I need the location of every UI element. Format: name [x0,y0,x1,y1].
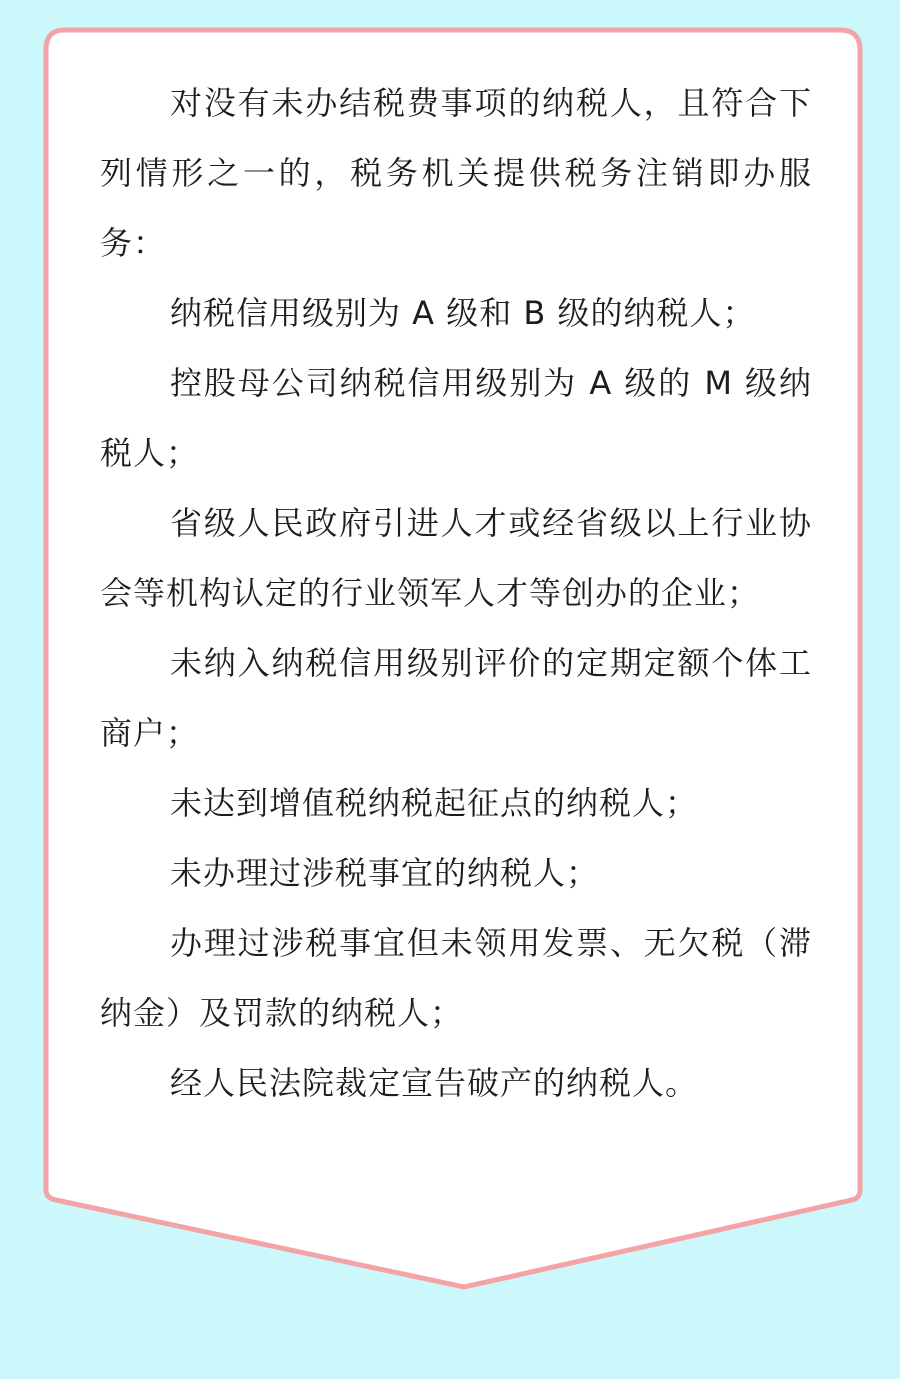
content-text [100,68,812,1118]
intro-paragraph: 对没有未办结税费事项的纳税人，且符合下列情形之一的，税务机关提供税务注销即办服务： [100,84,812,262]
condition-item: 经人民法院裁定宣告破产的纳税人。 [170,1064,699,1102]
condition-item: 未达到增值税纳税起征点的纳税人； [170,784,699,822]
condition-item: 办理过涉税事宜但未领用发票、无欠税（滞纳金）及罚款的纳税人； [100,924,812,1032]
condition-item: 未办理过涉税事宜的纳税人； [170,854,600,892]
condition-item: 控股母公司纳税信用级别为 A 级的 M 级纳税人； [100,364,812,472]
condition-item: 省级人民政府引进人才或经省级以上行业协会等机构认定的行业领军人才等创办的企业； [100,504,812,612]
condition-item: 纳税信用级别为 A 级和 B 级的纳税人； [170,294,756,332]
condition-item: 未纳入纳税信用级别评价的定期定额个体工商户； [100,644,812,752]
